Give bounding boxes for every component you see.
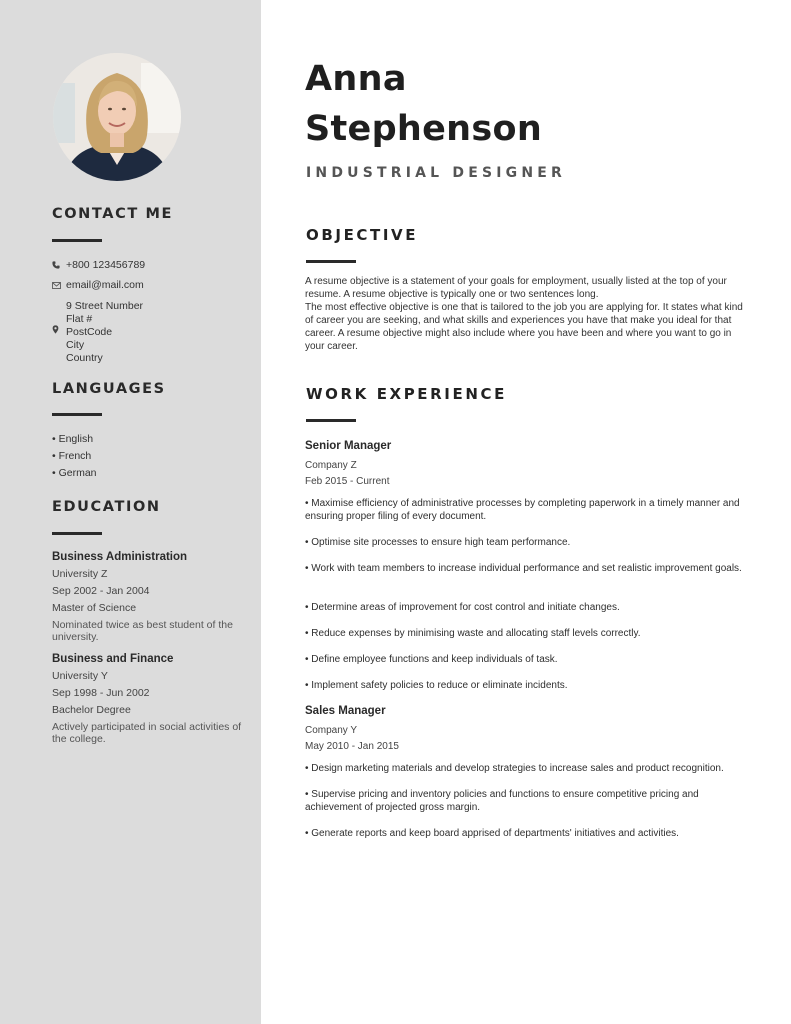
languages-divider (52, 413, 102, 416)
education-dates: Sep 1998 - Jun 2002 (52, 687, 150, 699)
address-line: Flat # (66, 313, 93, 325)
job-company: Company Z (305, 460, 357, 471)
objective-divider (306, 260, 356, 263)
job-company: Company Y (305, 725, 358, 736)
education-school: University Y (52, 670, 108, 682)
first-name: Anna (305, 59, 407, 99)
education-dates: Sep 2002 - Jan 2004 (52, 585, 150, 597)
location-pin-icon (52, 325, 66, 334)
job-bullet: • Determine areas of improvement for cost control and initiate changes. (305, 602, 620, 613)
envelope-icon (52, 282, 66, 289)
address-line: 9 Street Number (66, 300, 144, 312)
job-bullet: • Maximise efficiency of administrative processes by completing paperwork in a timely manner and ensuring proper filing of every document. (305, 498, 740, 522)
work-heading: WORK EXPERIENCE (306, 385, 507, 403)
objective-text (305, 275, 745, 353)
contact-divider (52, 239, 102, 242)
job-bullet: • Optimise site processes to ensure high team performance. (305, 537, 571, 548)
education-note: Actively participated in social activities of the college. (52, 721, 242, 745)
phone-icon (52, 261, 66, 269)
contact-phone (52, 259, 145, 271)
last-name: Stephenson (305, 109, 543, 149)
work-divider (306, 419, 356, 422)
location-icon-wrap (52, 325, 66, 334)
education-degree: Master of Science (52, 602, 137, 614)
education-note: Nominated twice as best student of the university. (52, 619, 233, 643)
address-line: City (66, 339, 85, 351)
education-school: University Z (52, 568, 108, 580)
education-degree: Bachelor Degree (52, 704, 131, 716)
contact-address (66, 300, 143, 365)
job-dates: May 2010 - Jan 2015 (305, 741, 399, 752)
education-title: Business and Finance (52, 653, 174, 665)
job-bullet: • Define employee functions and keep individuals of task. (305, 654, 558, 665)
job-bullet: • Work with team members to increase individual performance and set realistic improvement goals. (305, 563, 742, 574)
languages-list (52, 433, 97, 484)
phone-number: +800 123456789 (66, 259, 146, 271)
education-entry (52, 653, 247, 745)
education-divider (52, 532, 102, 535)
address-line: PostCode (66, 326, 113, 338)
language-item: • French (52, 450, 92, 462)
job-title: Senior Manager (305, 440, 392, 452)
profile-photo (53, 53, 181, 181)
job-bullet: • Design marketing materials and develop strategies to increase sales and product recognition. (305, 763, 724, 774)
job-bullet: • Reduce expenses by minimising waste and allocating staff levels correctly. (305, 628, 641, 639)
job-dates: Feb 2015 - Current (305, 476, 390, 487)
objective-paragraph: A resume objective is a statement of your goals for employment, usually listed at the top of your resume. A resume objective is typically one or two sentences long. (305, 276, 727, 300)
language-item: • English (52, 433, 94, 445)
job-bullet: • Generate reports and keep board apprised of departments' initiatives and activities. (305, 828, 679, 839)
candidate-name (305, 54, 542, 154)
education-entry (52, 551, 247, 643)
contact-heading: CONTACT ME (52, 206, 174, 222)
job-bullet: • Supervise pricing and inventory policies and functions to ensure competitive pricing and achievement of projected gross margin. (305, 789, 699, 813)
contact-email (52, 279, 144, 291)
email-address[interactable]: email@mail.com (66, 279, 144, 291)
job-title: Sales Manager (305, 705, 386, 717)
objective-paragraph: The most effective objective is one that is tailored to the job you are applying for. It states what kind of career you are seeking, and what skills and experiences you have that make you ideal for that career. A resume objective might also include where you have been and where you want to go in your career. (305, 302, 743, 352)
job-role: INDUSTRIAL DESIGNER (306, 165, 566, 181)
education-title: Business Administration (52, 551, 188, 563)
languages-heading: LANGUAGES (52, 381, 166, 397)
address-line: Country (66, 352, 103, 364)
job-bullet: • Implement safety policies to reduce or eliminate incidents. (305, 680, 568, 691)
education-heading: EDUCATION (52, 499, 161, 515)
language-item: • German (52, 467, 97, 479)
objective-heading: OBJECTIVE (306, 226, 419, 244)
